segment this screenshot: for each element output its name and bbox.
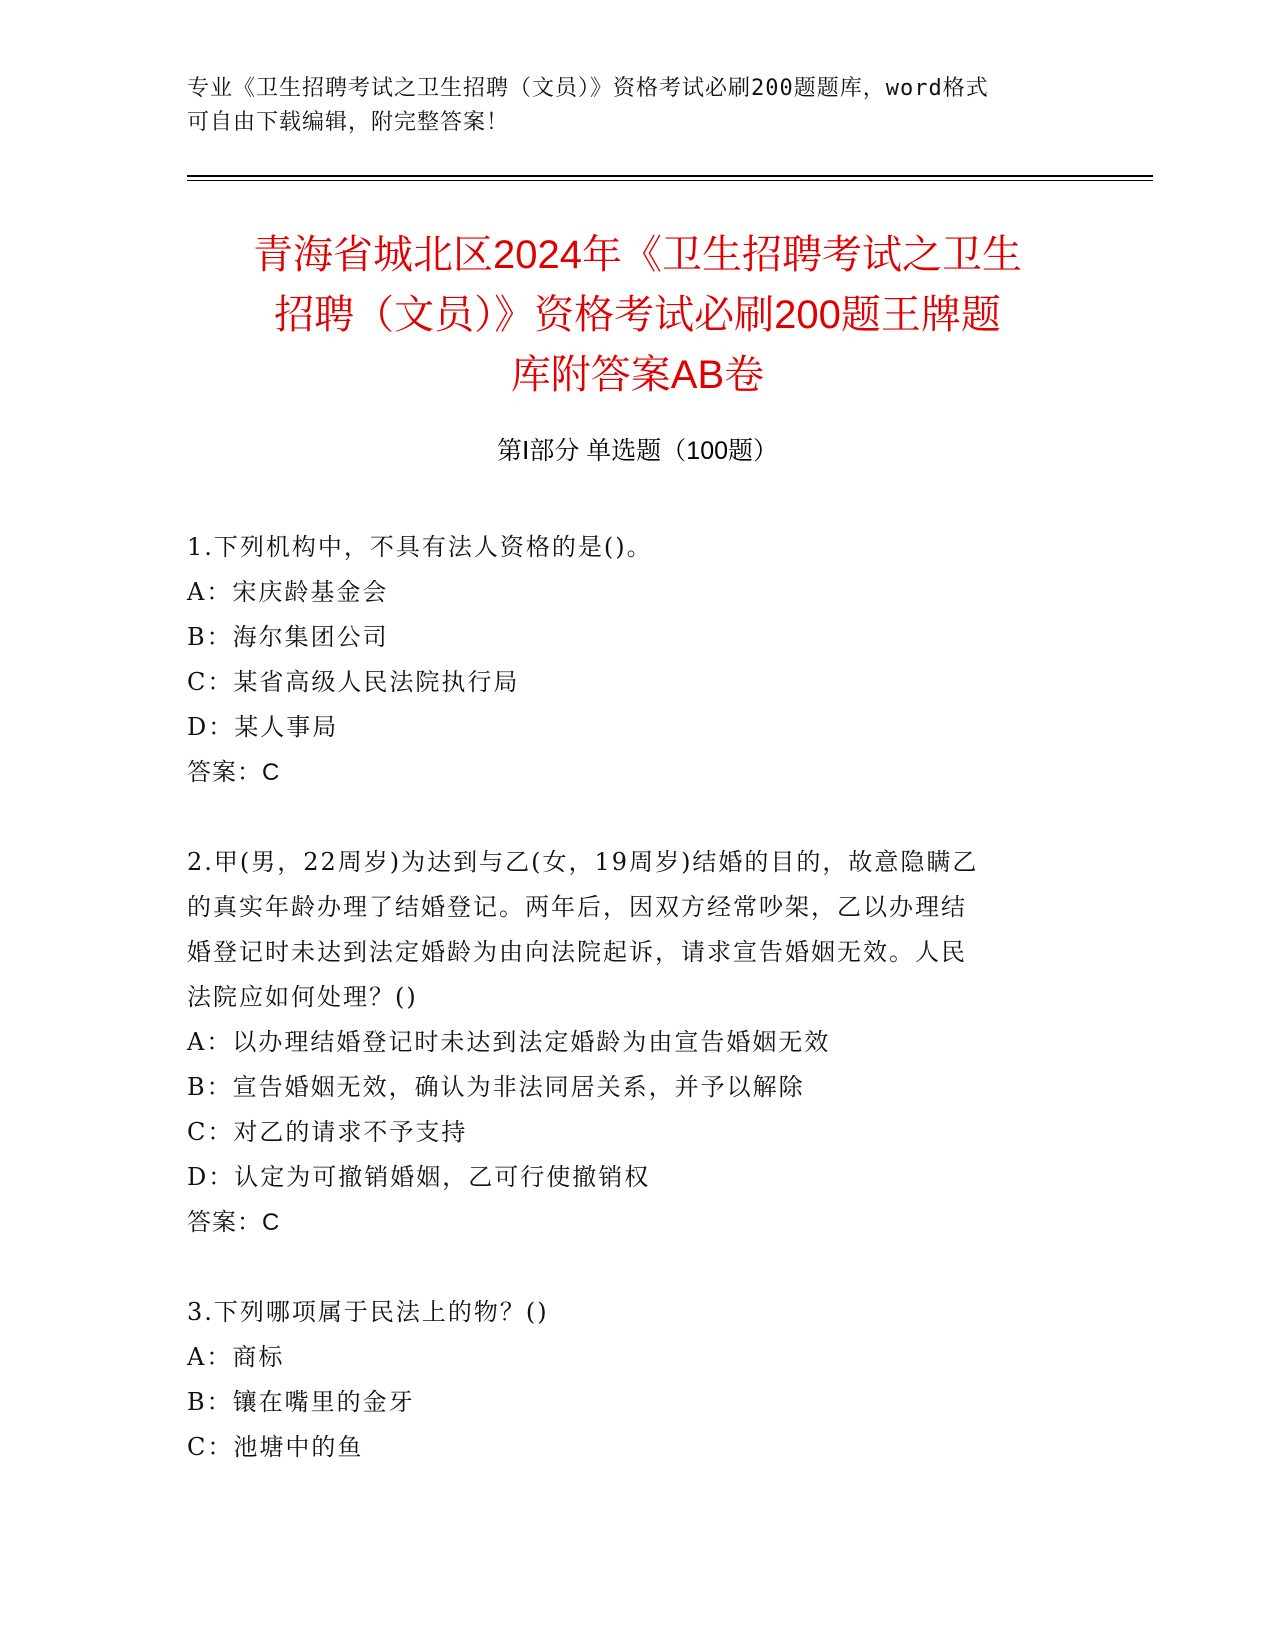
header-note-line-1: 专业《卫生招聘考试之卫生招聘（文员）》资格考试必刷200题题库，word格式: [187, 76, 989, 101]
option-a: A：以办理结婚登记时未达到法定婚龄为由宣告婚姻无效: [187, 1028, 831, 1056]
option-d: D：某人事局: [187, 713, 339, 741]
question-stem: 3.下列哪项属于民法上的物？(): [187, 1298, 549, 1326]
option-b: B：宣告婚姻无效，确认为非法同居关系，并予以解除: [187, 1073, 805, 1101]
option-c: C：池塘中的鱼: [187, 1433, 364, 1461]
option-a: A：宋庆龄基金会: [187, 578, 389, 606]
answer: 答案：C: [187, 1209, 281, 1236]
question-stem-line-1: 2.甲(男，22周岁)为达到与乙(女，19周岁)结婚的目的，故意隐瞒乙: [187, 848, 979, 876]
document-title: [150, 225, 1125, 405]
header-divider-thin: [187, 180, 1153, 181]
option-b: B：海尔集团公司: [187, 623, 389, 651]
question-stem-line-2: 的真实年龄办理了结婚登记。两年后，因双方经常吵架，乙以办理结: [187, 893, 967, 921]
question-list: [187, 525, 1077, 1515]
question-stem-line-3: 婚登记时未达到法定婚龄为由向法院起诉，请求宣告婚姻无效。人民: [187, 938, 967, 966]
title-line-3: 库附答案AB卷: [510, 353, 765, 397]
answer: 答案：C: [187, 759, 281, 786]
question-2: [187, 840, 1077, 1245]
question-stem-line-4: 法院应如何处理？(): [187, 983, 418, 1011]
option-c: C：某省高级人民法院执行局: [187, 668, 520, 696]
question-3: [187, 1290, 1077, 1470]
header-divider-thick: [187, 175, 1153, 177]
option-a: A：商标: [187, 1343, 285, 1371]
option-b: B：镶在嘴里的金牙: [187, 1388, 415, 1416]
header-note: [187, 72, 1067, 140]
title-line-1: 青海省城北区2024年《卫生招聘考试之卫生: [253, 233, 1022, 277]
header-note-line-2: 可自由下载编辑，附完整答案！: [187, 110, 510, 135]
question-stem: 1.下列机构中，不具有法人资格的是()。: [187, 533, 653, 561]
question-1: [187, 525, 1077, 795]
option-d: D：认定为可撤销婚姻，乙可行使撤销权: [187, 1163, 651, 1191]
section-heading: 第Ⅰ部分 单选题（100题）: [496, 437, 779, 465]
option-c: C：对乙的请求不予支持: [187, 1118, 468, 1146]
title-line-2: 招聘（文员）》资格考试必刷200题王牌题: [274, 293, 1001, 337]
